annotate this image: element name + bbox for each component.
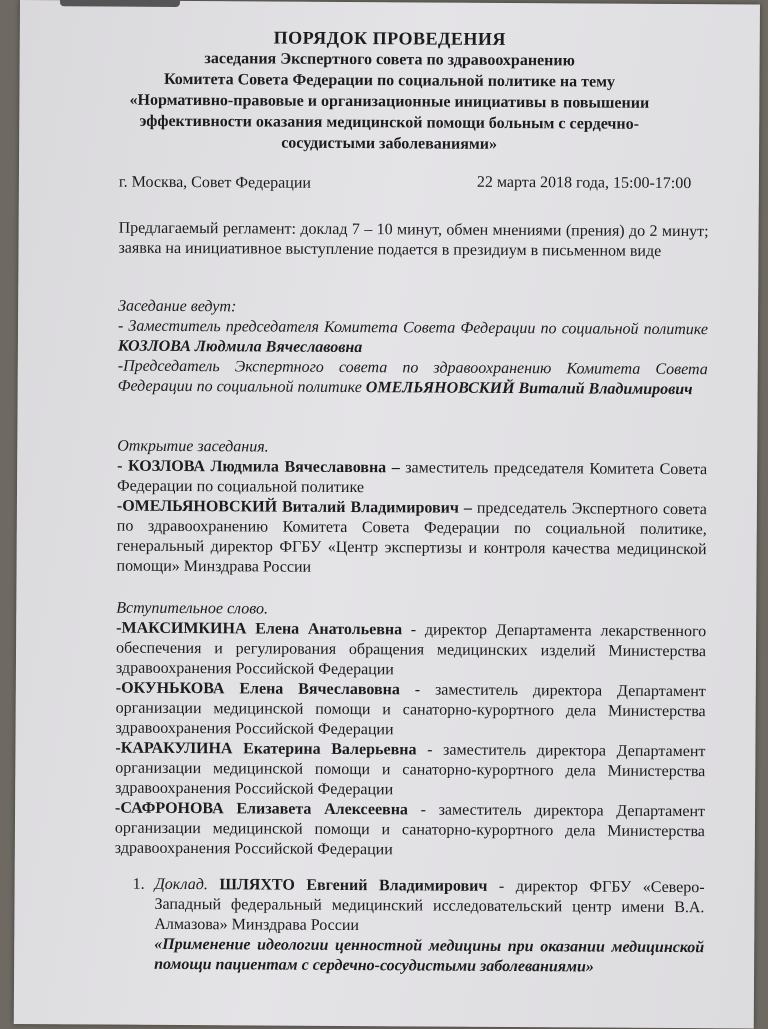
title-line-4: «Нормативно-правовые и организационные инициативы в повышении: [129, 91, 650, 112]
title-line-6: сосудистыми заболеваниями»: [281, 134, 498, 153]
intro-speaker-1-name: -МАКСИМКИНА Елена Анатольевна: [116, 619, 403, 639]
intro-speaker-3-role: - заместитель директора Департамент организации медицинской помощи и санаторно-курортного дела Министерства здравоохранения Российской Федерации: [115, 741, 706, 799]
chair-2: [118, 357, 708, 401]
opening-speaker-1: [117, 457, 707, 501]
report-label: Доклад.: [154, 875, 208, 894]
title-line-3: Комитета Совета Федерации по социальной политике на тему: [163, 70, 616, 91]
intro-speaker-2: [115, 679, 705, 743]
meeting-place: г. Москва, Совет Федерации: [118, 173, 312, 192]
intro-speaker-4: [115, 799, 705, 863]
chair-2-role: -Председатель Экспертного совета по здравоохранению Комитета Совета Федерации по социальной политике: [117, 357, 708, 397]
intro-speaker-1: [116, 619, 706, 683]
regulation-paragraph: Предлагаемый регламент: доклад 7 – 10 минут, обмен мнениями (прения) до 2 минут; заявка на инициативное выступление подается в президиум в письменном виде: [118, 219, 709, 260]
intro-speaker-1-role: - директор Департамента лекарственного обеспечения и регулирования обращения медицинских изделий Министерства здравоохранения Российской Федерации: [115, 621, 707, 679]
opening-heading: Открытие заседания.: [117, 437, 269, 456]
report-1: [154, 875, 704, 938]
report-number: 1.: [132, 875, 145, 893]
report-topic: «Применение идеологии ценностной медицины при оказании медицинской помощи пациентам с сердечно-сосудистыми заболеваниями»: [154, 935, 705, 976]
intro-speaker-4-name: -САФРОНОВА Елизавета Алексеевна: [115, 799, 409, 819]
intro-speaker-4-role: - заместитель директора Департамент организации медицинской помощи и санаторно-курортного дела Министерства здравоохранения Российской Федерации: [114, 801, 706, 859]
chair-1: [118, 317, 708, 361]
chairs-heading: Заседание ведут:: [118, 297, 237, 316]
opening-speaker-2: [116, 497, 706, 581]
intro-speaker-3: [115, 739, 705, 803]
binder-clip: [60, 0, 180, 7]
chair-2-name: ОМЕЛЬЯНОВСКИЙ Виталий Владимирович: [365, 379, 693, 399]
document-title: ПОРЯДОК ПРОВЕДЕНИЯ: [273, 27, 507, 49]
meeting-date-time: 22 марта 2018 года, 15:00-17:00: [476, 173, 692, 193]
chair-1-role: - Заместитель председателя Комитета Совета Федерации по социальной политике: [117, 317, 709, 339]
chair-1-name: КОЗЛОВА Людмила Вячеславовна: [117, 337, 363, 357]
intro-speaker-2-name: -ОКУНЬКОВА Елена Вячеславовна: [115, 679, 400, 699]
report-speaker-name: ШЛЯХТО Евгений Владимирович: [207, 876, 488, 895]
opening-speaker-1-name: - КОЗЛОВА Людмила Вячеславовна –: [117, 457, 400, 477]
document-heading: [119, 27, 660, 156]
opening-speaker-2-name: -ОМЕЛЬЯНОВСКИЙ Виталий Владимирович –: [116, 497, 472, 517]
intro-speaker-3-name: -КАРАКУЛИНА Екатерина Валерьевна: [115, 739, 417, 759]
intro-speaker-2-role: - заместитель директора Департамент организации медицинской помощи и санаторно-курортного дела Министерства здравоохранения Российской Федерации: [115, 681, 706, 739]
title-line-2: заседания Экспертного совета по здравоохранению: [204, 50, 575, 70]
title-line-5: эффективности оказания медицинской помощи больным с сердечно-: [139, 112, 640, 133]
report-speaker-role: - директор ФГБУ «Северо-Западный федеральный медицинский исследовательский центр имени В.А. Алмазова» Минздрава России: [154, 877, 705, 935]
document-page: [14, 0, 760, 1029]
opening-speaker-2-role: председатель Экспертного совета по здравоохранению Комитета Совета Федерации по социальной политике, генеральный директор ФГБУ «Центр экспертизы и контроля качества медицинской помощи» Минздрава России: [116, 499, 707, 576]
opening-speaker-1-role: заместитель председателя Комитета Совета Федерации по социальной политике: [116, 459, 708, 497]
intro-heading: Вступительное слово.: [116, 599, 269, 618]
